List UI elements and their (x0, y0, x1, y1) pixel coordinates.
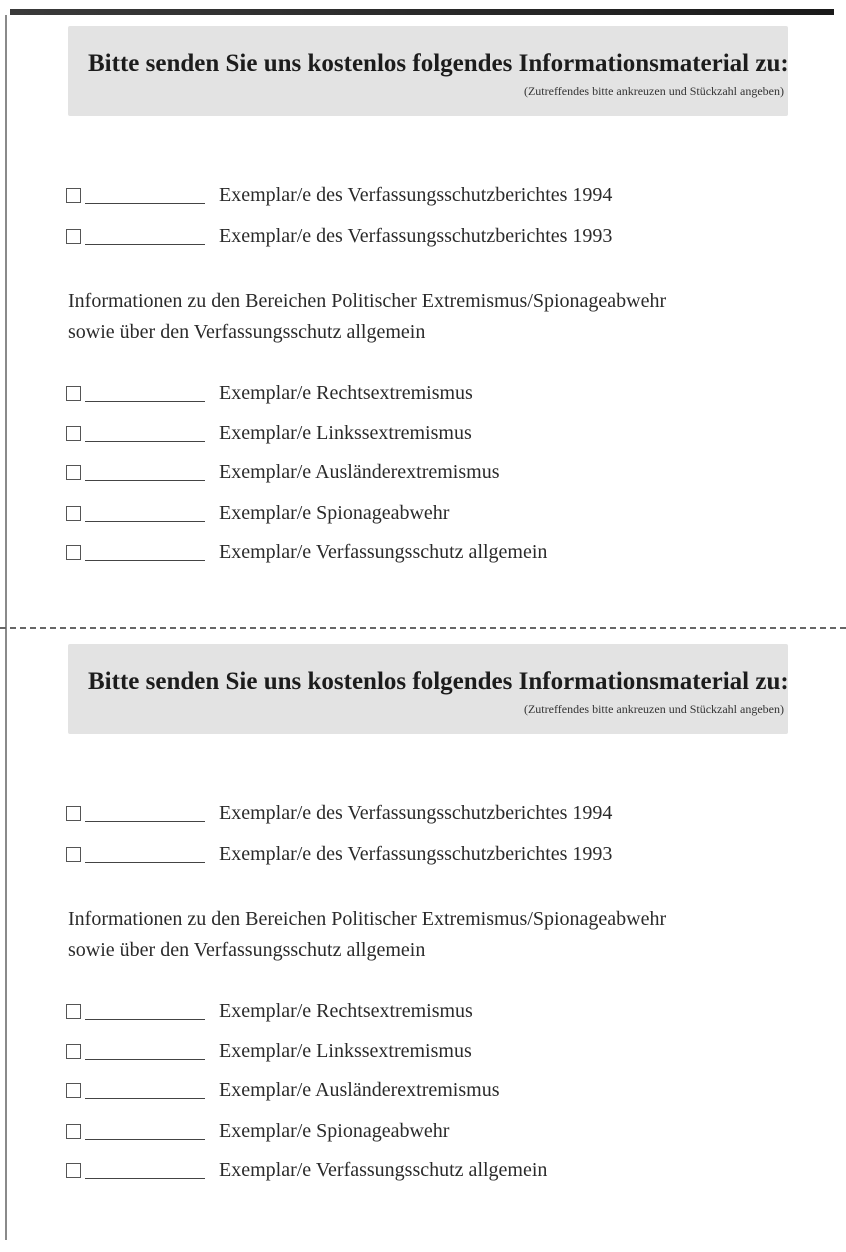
report-item (66, 180, 612, 210)
report-item (66, 839, 612, 869)
quantity-field[interactable] (85, 203, 205, 204)
info-line: Informationen zu den Bereichen Politischer Extremismus/Spionageabwehr (68, 908, 667, 930)
topic-item (66, 457, 499, 487)
item-label: Exemplar/e Verfassungsschutz allgemein (219, 1158, 548, 1181)
item-label: Exemplar/e des Verfassungsschutzberichtes 1993 (219, 842, 613, 865)
checkbox[interactable] (66, 188, 81, 203)
topic-item (66, 1116, 449, 1146)
checkbox[interactable] (66, 545, 81, 560)
form-title: Bitte senden Sie uns kostenlos folgendes Informationsmaterial zu: (88, 50, 789, 77)
quantity-field[interactable] (85, 1019, 205, 1020)
form-instructions: (Zutreffendes bitte ankreuzen und Stückzahl angeben) (523, 702, 784, 716)
checkbox[interactable] (66, 1044, 81, 1059)
checkbox[interactable] (66, 1124, 81, 1139)
quantity-field[interactable] (85, 821, 205, 822)
cut-line (0, 627, 846, 629)
info-text (68, 286, 788, 348)
checkbox[interactable] (66, 806, 81, 821)
checkbox[interactable] (66, 1163, 81, 1178)
quantity-field[interactable] (85, 521, 205, 522)
topic-item (66, 378, 473, 408)
topic-item (66, 498, 449, 528)
item-label: Exemplar/e Ausländerextremismus (219, 1078, 500, 1101)
topic-item (66, 418, 472, 448)
item-label: Exemplar/e des Verfassungsschutzberichtes 1994 (219, 801, 613, 824)
top-rule (10, 9, 834, 15)
quantity-field[interactable] (85, 1098, 205, 1099)
form-instructions: (Zutreffendes bitte ankreuzen und Stückzahl angeben) (523, 84, 784, 98)
topic-item (66, 1155, 547, 1185)
item-label: Exemplar/e Rechtsextremismus (219, 999, 473, 1022)
item-label: Exemplar/e des Verfassungsschutzberichtes 1994 (219, 183, 613, 206)
quantity-field[interactable] (85, 441, 205, 442)
item-label: Exemplar/e Linkssextremismus (219, 1039, 472, 1062)
checkbox[interactable] (66, 386, 81, 401)
topic-item (66, 1075, 499, 1105)
info-line: sowie über den Verfassungsschutz allgemein (68, 321, 426, 343)
report-item (66, 798, 612, 828)
checkbox[interactable] (66, 847, 81, 862)
quantity-field[interactable] (85, 862, 205, 863)
item-label: Exemplar/e Rechtsextremismus (219, 381, 473, 404)
item-label: Exemplar/e Spionageabwehr (219, 501, 450, 524)
quantity-field[interactable] (85, 1139, 205, 1140)
quantity-field[interactable] (85, 480, 205, 481)
form-title: Bitte senden Sie uns kostenlos folgendes Informationsmaterial zu: (88, 668, 789, 695)
item-label: Exemplar/e Linkssextremismus (219, 421, 472, 444)
checkbox[interactable] (66, 229, 81, 244)
quantity-field[interactable] (85, 1059, 205, 1060)
item-label: Exemplar/e Spionageabwehr (219, 1119, 450, 1142)
topic-item (66, 996, 473, 1026)
checkbox[interactable] (66, 1083, 81, 1098)
quantity-field[interactable] (85, 244, 205, 245)
form-header (68, 644, 788, 734)
item-label: Exemplar/e Verfassungsschutz allgemein (219, 540, 548, 563)
topic-item (66, 537, 547, 567)
item-label: Exemplar/e des Verfassungsschutzberichtes 1993 (219, 224, 613, 247)
checkbox[interactable] (66, 426, 81, 441)
checkbox[interactable] (66, 1004, 81, 1019)
info-line: sowie über den Verfassungsschutz allgemein (68, 939, 426, 961)
info-line: Informationen zu den Bereichen Politischer Extremismus/Spionageabwehr (68, 290, 667, 312)
checkbox[interactable] (66, 465, 81, 480)
topic-item (66, 1036, 472, 1066)
checkbox[interactable] (66, 506, 81, 521)
report-item (66, 221, 612, 251)
quantity-field[interactable] (85, 401, 205, 402)
quantity-field[interactable] (85, 560, 205, 561)
quantity-field[interactable] (85, 1178, 205, 1179)
info-text (68, 904, 788, 966)
form-header (68, 26, 788, 116)
item-label: Exemplar/e Ausländerextremismus (219, 460, 500, 483)
